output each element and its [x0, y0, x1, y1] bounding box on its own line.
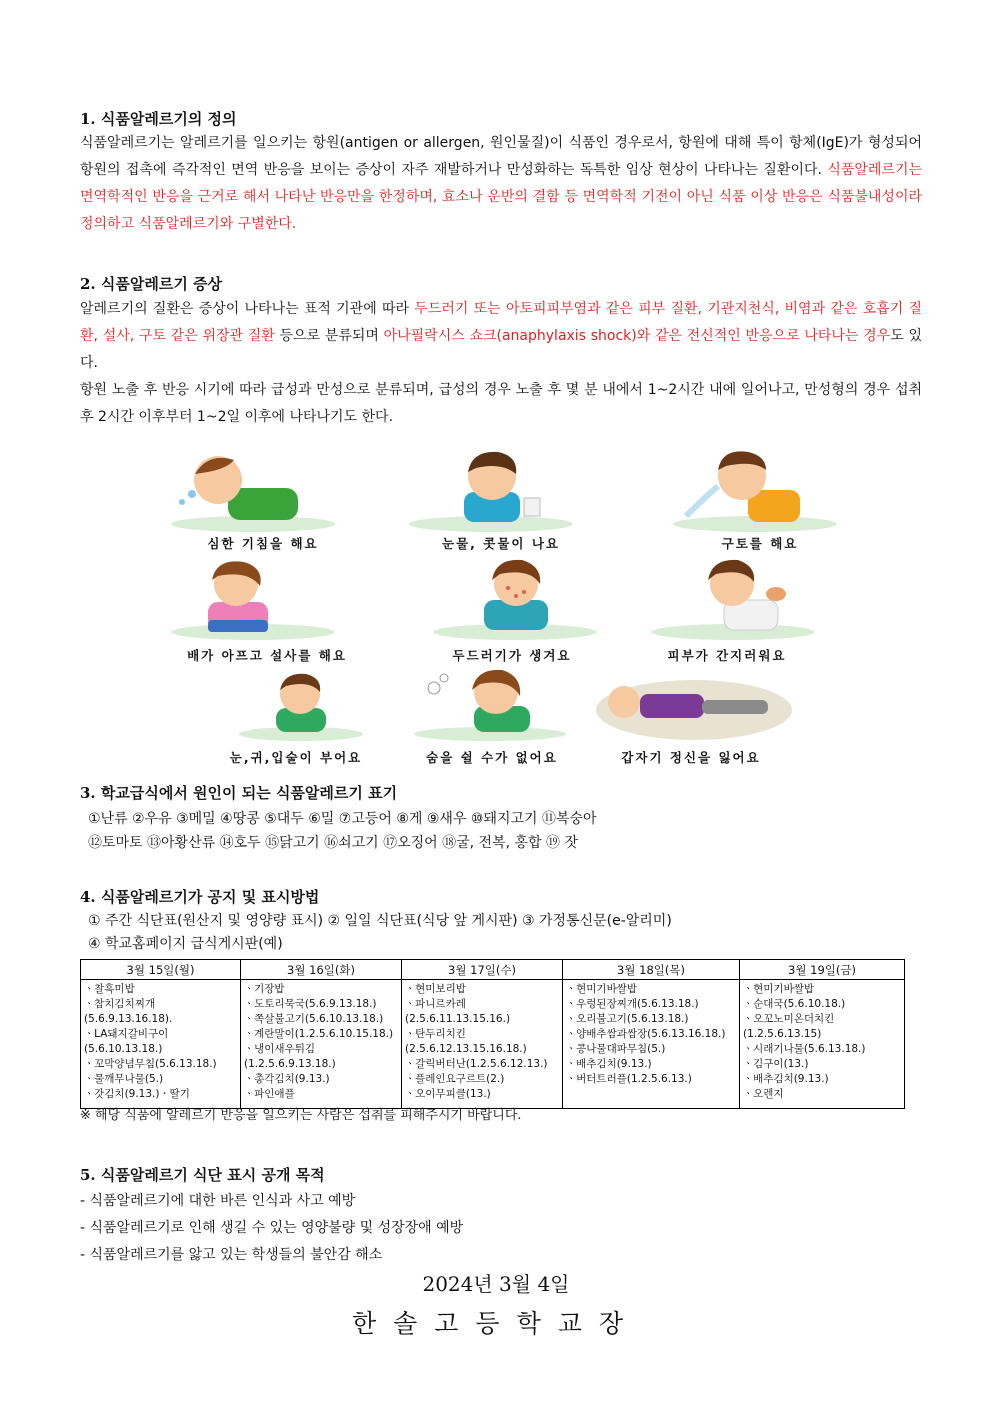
menu-item: ㆍ쪽살불고기(5.6.10.13.18.) [244, 1013, 384, 1025]
menu-item: ㆍ탄두리치킨 [405, 1028, 466, 1040]
symptom-caption-5: 두드러기가 생겨요 [452, 648, 572, 663]
menu-cell-thu [563, 980, 740, 1109]
stomachache-child-illustration [168, 558, 338, 642]
menu-item: ㆍ파인애플 [244, 1088, 295, 1100]
menu-item: ㆍ파니르카레 [405, 998, 466, 1010]
section1-title: 1. 식품알레르기의 정의 [80, 110, 237, 128]
menu-item: ㆍ콩나물대파무침(5.) [566, 1043, 666, 1055]
menu-item: ㆍLA돼지갈비구이 [84, 1028, 169, 1040]
section2-text-b: 두드러기 또는 아토피피부염과 같은 피부 질환, 기관지천식, 비염과 같은 호흡기 질환, 설사, 구토 같은 위장관 질환 [80, 301, 922, 344]
menu-item: ㆍ순대국(5.6.10.18.) [743, 998, 846, 1010]
menu-item: ㆍ버터트러플(1.2.5.6.13.) [566, 1073, 692, 1085]
symptom-caption-8: 숨을 쉴 수가 없어요 [426, 750, 558, 765]
menu-item: (2.5.6.12.13.15.16.18.) [405, 1043, 527, 1055]
section1-body [80, 130, 922, 238]
allergy-warning-note: ※ 해당 식품에 알레르기 반응을 일으키는 사람은 섭취를 피해주시기 바랍니다. [80, 1108, 522, 1123]
fainted-child-illustration [594, 678, 794, 742]
menu-item: ㆍ오리불고기(5.6.13.18.) [566, 1013, 689, 1025]
menu-item: (1.2.5.6.9.13.18.) [244, 1058, 336, 1070]
symptom-illustrations [160, 446, 840, 766]
menu-day-header: 3월 16일(화) [241, 960, 402, 980]
menu-item: ㆍ시래기나물(5.6.13.18.) [743, 1043, 866, 1055]
principal-signature: 한솔고등학교장 [351, 1309, 641, 1338]
menu-day-header: 3월 19일(금) [740, 960, 905, 980]
coughing-child-illustration [168, 450, 338, 534]
menu-item: ㆍ현미보리밥 [405, 983, 466, 995]
section5-title: 5. 식품알레르기 식단 표시 공개 목적 [80, 1166, 325, 1184]
purpose-item: - 식품알레르기로 인해 생길 수 있는 영양불량 및 성장장애 예방 [80, 1220, 464, 1236]
purpose-item: - 식품알레르기를 앓고 있는 학생들의 불안감 해소 [80, 1247, 383, 1263]
symptom-caption-1: 심한 기침을 해요 [207, 536, 319, 551]
section4-title: 4. 식품알레르기가 공지 및 표시방법 [80, 888, 320, 906]
section2-text-d: 아나필락시스 쇼크(anaphylaxis shock)와 같은 전신적인 반응으로 나타나는 경우 [383, 328, 891, 344]
menu-items-row [81, 980, 905, 1109]
symptom-caption-7: 눈,귀,입술이 부어요 [229, 750, 363, 765]
menu-day-header: 3월 17일(수) [402, 960, 563, 980]
menu-item: ㆍ계란말이(1.2.5.6.10.15.18.) [244, 1028, 394, 1040]
menu-item: ㆍ총각김치(9.13.) [244, 1073, 330, 1085]
menu-item: ㆍ도토리묵국(5.6.9.13.18.) [244, 998, 377, 1010]
menu-cell-tue [241, 980, 402, 1109]
menu-day-header: 3월 15일(월) [81, 960, 241, 980]
notice-methods-line2: ④ 학교홈페이지 급식게시판(예) [88, 936, 283, 952]
section2-paragraph2: 항원 노출 후 반응 시기에 따라 급성과 만성으로 분류되며, 급성의 경우 노출 후 몇 분 내에서 1~2시간 내에 일어나고, 만성형의 경우 섭취 후 2시간 이후부터 1~2일 이후에 나타나기도 한다. [80, 382, 922, 425]
menu-item: ㆍ오렌지 [743, 1088, 784, 1100]
crying-child-illustration [406, 446, 576, 534]
menu-header-row [81, 960, 905, 980]
section2-paragraph1 [80, 296, 922, 377]
menu-item: ㆍ기장밥 [244, 983, 285, 995]
menu-item: (1.2.5.6.13.15) [743, 1028, 822, 1040]
section1-body-red: 식품알레르기는 면역학적인 반응을 근거로 해서 나타난 반응만을 한정하며, 효소나 운반의 결함 등 면역학적 기전이 아닌 식품 이상 반응은 식품불내성이라 정의하고 식품알레르기와 구별한다. [80, 162, 922, 232]
swollen-face-child-illustration [236, 672, 366, 742]
document-date: 2024년 3월 4일 [422, 1272, 570, 1296]
symptom-caption-9: 갑자기 정신을 잃어요 [621, 750, 761, 765]
menu-day-header: 3월 18일(목) [563, 960, 740, 980]
menu-item: ㆍ현미기바쌀밥 [566, 983, 638, 995]
menu-item: ㆍ우렁된장찌개(5.6.13.18.) [566, 998, 699, 1010]
section2-title: 2. 식품알레르기 증상 [80, 275, 223, 293]
menu-cell-mon [81, 980, 241, 1109]
menu-item: ㆍ갈릭버터난(1.2.5.6.12.13.) [405, 1058, 548, 1070]
menu-item: ㆍ갓김치(9.13.)ㆍ딸기 [84, 1088, 190, 1100]
menu-item: ㆍ배추김치(9.13.) [743, 1073, 829, 1085]
menu-item: ㆍ배추김치(9.13.) [566, 1058, 652, 1070]
allergen-list-line2: ⑫토마토 ⑬아황산류 ⑭호두 ⑮닭고기 ⑯쇠고기 ⑰오징어 ⑱굴, 전복, 홍합 ⑲ 잣 [88, 835, 578, 851]
menu-item: ㆍ현미기바쌀밥 [743, 983, 815, 995]
menu-item: (2.5.6.11.13.15.16.) [405, 1013, 511, 1025]
notice-methods-line1: ① 주간 식단표(원산지 및 영양량 표시) ② 일일 식단표(식당 앞 게시판) ③ 가정통신문(e-알리미) [88, 913, 672, 929]
purpose-item: - 식품알레르기에 대한 바른 인식과 사고 예방 [80, 1193, 356, 1209]
allergen-list-line1: ①난류 ②우유 ③메밀 ④땅콩 ⑤대두 ⑥밀 ⑦고등어 ⑧게 ⑨새우 ⑩돼지고기 ⑪복숭아 [88, 811, 597, 827]
menu-item: ㆍ플레인요구르트(2.) [405, 1073, 505, 1085]
menu-item: ㆍ찰흑미밥 [84, 983, 135, 995]
menu-item: ㆍ참치김치찌개 [84, 998, 156, 1010]
menu-item: ㆍ김구이(13.) [743, 1058, 809, 1070]
symptom-caption-3: 구토를 해요 [721, 536, 799, 551]
menu-item: ㆍ양배추쌈과쌈장(5.6.13.16.18.) [566, 1028, 726, 1040]
section2-text-c: 등으로 분류되며 [274, 328, 384, 344]
section1-body-normal: 식품알레르기는 알레르기를 일으키는 항원(antigen or allergen, 원인물질)이 식품인 경우로서, 항원에 대해 특이 항체(IgE)가 형성되어 항원의 접촉에 즉각적인 면역 반응을 보이는 증상이 자주 재발하거나 만성화하는 독특한 임상 현상이 나타나는 질환이다. [80, 135, 922, 178]
section3-title: 3. 학교급식에서 원인이 되는 식품알레르기 표기 [80, 784, 398, 802]
menu-item: ㆍ오이무피클(13.) [405, 1088, 491, 1100]
symptom-caption-4: 배가 아프고 설사를 해요 [187, 648, 347, 663]
itchy-child-illustration [648, 558, 818, 642]
breathless-child-illustration [410, 668, 570, 742]
symptom-caption-2: 눈물, 콧물이 나요 [442, 536, 560, 551]
symptom-caption-6: 피부가 간지러워요 [667, 648, 787, 663]
menu-item: (5.6.9.13.16.18). [84, 1013, 173, 1025]
menu-item: ㆍ오꼬노미온더치킨 [743, 1013, 835, 1025]
weekly-menu-table [80, 959, 905, 1109]
menu-item: (5.6.10.13.18.) [84, 1043, 163, 1055]
section2-text-e: 도 있다. [80, 328, 922, 371]
menu-cell-wed [402, 980, 563, 1109]
menu-item: ㆍ꼬막양념무침(5.6.13.18.) [84, 1058, 217, 1070]
vomiting-child-illustration [670, 446, 840, 534]
menu-item: ㆍ냉이새우튀김 [244, 1043, 316, 1055]
menu-cell-fri [740, 980, 905, 1109]
menu-item: ㆍ물깨무나물(5.) [84, 1073, 164, 1085]
section2-text-a: 알레르기의 질환은 증상이 나타나는 표적 기관에 따라 [80, 301, 415, 317]
hives-child-illustration [430, 558, 600, 642]
